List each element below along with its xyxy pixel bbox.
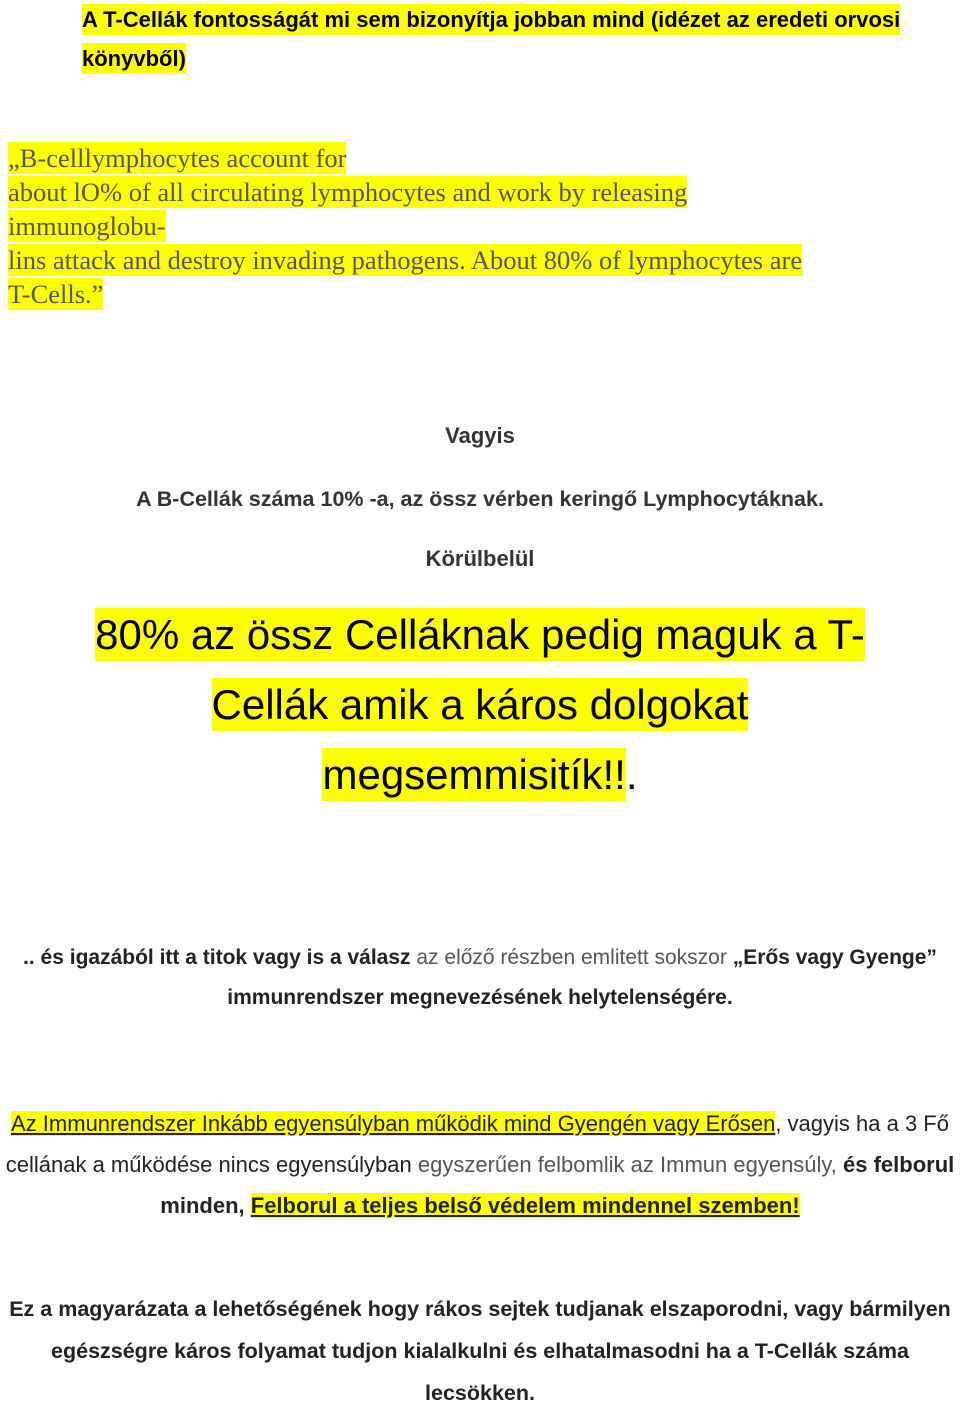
quote-line-4: lins attack and destroy invading pathogens. About 80% of lymphocytes are [8, 245, 803, 275]
korulbelul-heading: Körülbelül [425, 546, 535, 571]
balance-part-3: egyszerűen felbomlik az Immun egyensúly, [411, 1152, 844, 1177]
quote-line-1: „B-celllymphocytes account for [8, 143, 347, 173]
balance-part-5: Felborul a teljes belső védelem mindennel szemben! [250, 1193, 800, 1218]
explanation-part-1: .. és igazából itt a titok vagy is a válasz [23, 946, 411, 969]
quote-line-3: immunoglobu- [8, 211, 166, 241]
explanation-part-3: „Erős vagy Gyenge” immunrendszer megnevezésének helytelenségére. [227, 946, 937, 1009]
big-line-2: Cellák amik a káros dolgokat [0, 670, 960, 740]
balance-part-1: Az Immunrendszer Inkább egyensúlyban működik mind Gyengén vagy Erősen [11, 1111, 776, 1136]
quote-line-2: about lO% of all circulating lymphocytes and work by releasing [8, 177, 688, 207]
b-cell-statement: A B-Cellák száma 10% -a, az össz vérben keringő Lymphocytáknak. [136, 487, 824, 511]
book-quote [8, 141, 958, 311]
document-title [82, 0, 942, 78]
balance-part-4: és felborul minden, [160, 1152, 955, 1218]
explanation-paragraph [0, 938, 960, 1018]
vagyis-heading: Vagyis [445, 423, 515, 448]
title-text: A T-Cellák fontosságát mi sem bizonyítja jobban mind (idézet az eredeti orvosi könyvből) [82, 4, 900, 74]
t-cell-highlight-statement [0, 600, 960, 810]
big-line-1: 80% az össz Celláknak pedig maguk a T- [0, 600, 960, 670]
big-line-3: megsemmisitík!!. [0, 740, 960, 810]
balance-part-2: , vagyis ha a 3 Fő cellának a működése nincs egyensúlyban [5, 1111, 949, 1177]
quote-line-5: T-Cells.” [8, 279, 104, 309]
balance-paragraph [0, 1103, 960, 1226]
explanation-part-2: az előző részben emlitett sokszor [410, 946, 733, 969]
conclusion-paragraph: Ez a magyarázata a lehetőségének hogy rákos sejtek tudjanak elszaporodni, vagy bármilyen egészségre káros folyamat tudjon kialalkulni és elhatalmasodni ha a T-Cellák száma lecsökken. [9, 1297, 951, 1405]
